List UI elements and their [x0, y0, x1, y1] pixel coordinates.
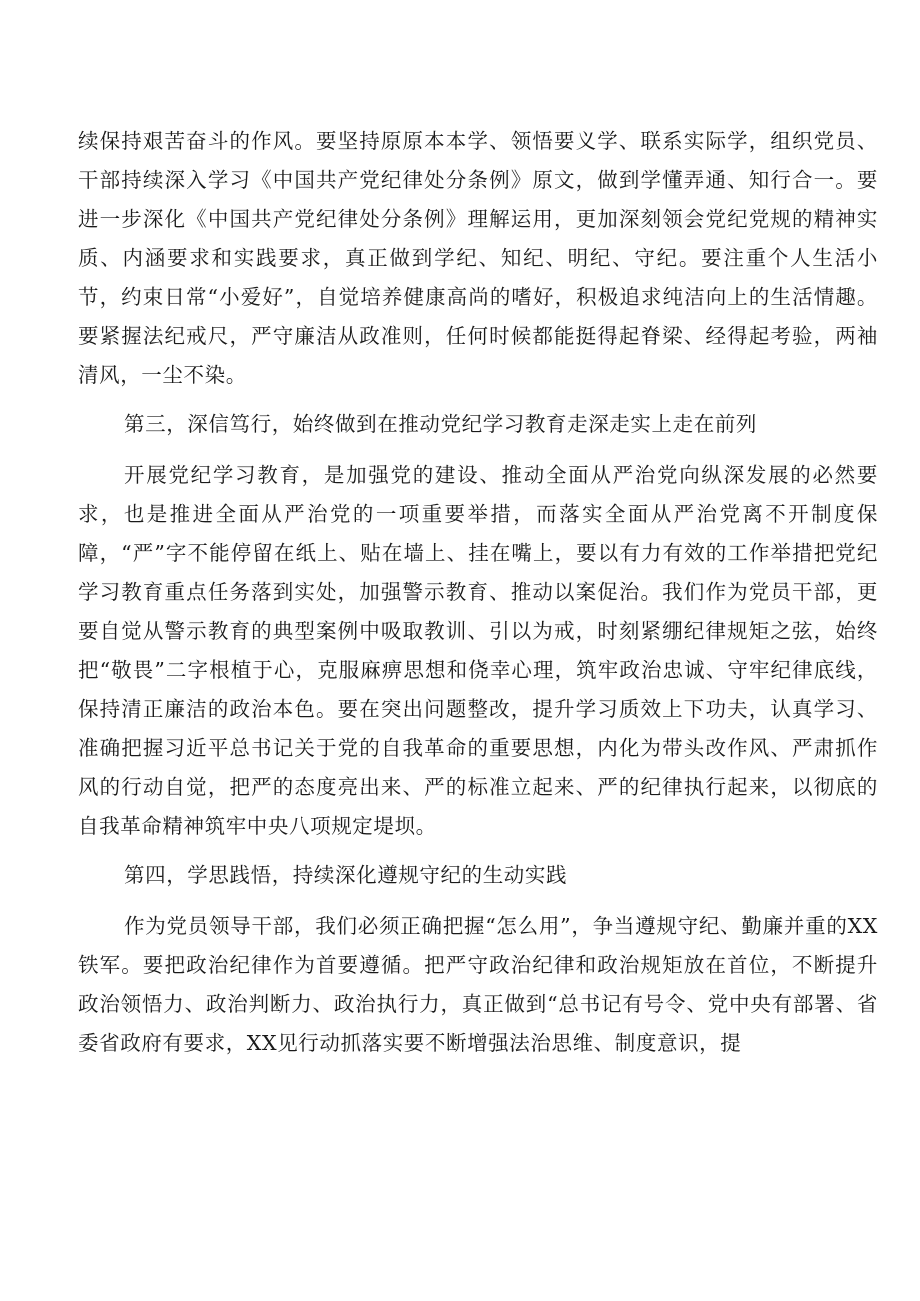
section-heading-fourth: 第四，学思践悟，持续深化遵规守纪的生动实践 [124, 863, 568, 887]
paragraph-leading-cadres: 作为党员领导干部，我们必须正确把握“怎么用”，争当遵规守纪、勤廉并重的XX铁军。要把政治纪律作为首要遵循。把严守政治纪律和政治规矩放在首位，不断提升政治领悟力、政治判断力、政治执行力，真正做到“总书记有号令、党中央有部署、省委省政府有要求，XX见行动抓落实要不断增强法治思维、制度意识，提 [78, 914, 878, 1055]
paragraph-continuation: 续保持艰苦奋斗的作风。要坚持原原本本学、领悟要义学、联系实际学，组织党员、干部持续深入学习《中国共产党纪律处分条例》原文，做到学懂弄通、知行合一。要进一步深化《中国共产党纪律处分条例》理解运用，更加深刻领会党纪党规的精神实质、内涵要求和实践要求，真正做到学纪、知纪、明纪、守纪。要注重个人生活小节，约束日常“小爱好”，自觉培养健康高尚的嗜好，积极追求纯洁向上的生活情趣。要紧握法纪戒尺，严守廉洁从政准则，任何时候都能挺得起脊梁、经得起考验，两袖清风，一尘不染。 [78, 129, 878, 387]
paragraph-party-discipline-education: 开展党纪学习教育，是加强党的建设、推动全面从严治党向纵深发展的必然要求，也是推进全面从严治党的一项重要举措，而落实全面从严治党离不开制度保障，“严”字不能停留在纸上、贴在墙上、挂在嘴上，要以有力有效的工作举措把党纪学习教育重点任务落到实处，加强警示教育、推动以案促治。我们作为党员干部，更要自觉从警示教育的典型案例中吸取教训、引以为戒，时刻紧绷纪律规矩之弦，始终把“敬畏”二字根植于心，克服麻痹思想和侥幸心理，筑牢政治忠诚、守牢纪律底线，保持清正廉洁的政治本色。要在突出问题整改，提升学习质效上下功夫，认真学习、准确把握习近平总书记关于党的自我革命的重要思想，内化为带头改作风、严肃抓作风的行动自觉，把严的态度亮出来、严的标准立起来、严的纪律执行起来，以彻底的自我革命精神筑牢中央八项规定堤坝。 [78, 463, 878, 838]
document-body [78, 122, 878, 1063]
section-heading-third: 第三，深信笃行，始终做到在推动党纪学习教育走深走实上走在前列 [124, 412, 757, 436]
